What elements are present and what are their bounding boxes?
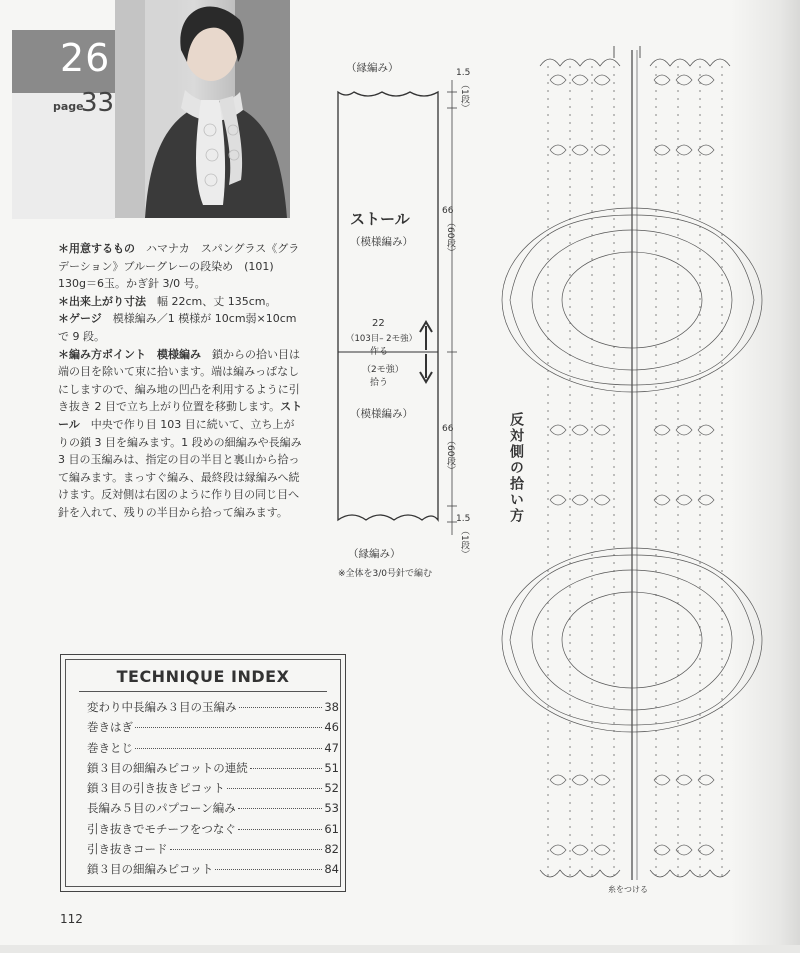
leader-dots xyxy=(215,869,322,870)
technique-page: 46 xyxy=(324,720,339,735)
technique-index-item xyxy=(87,719,339,739)
technique-name: 鎖３目の細編みピコット xyxy=(87,862,214,877)
technique-name: 引き抜きコード xyxy=(87,842,168,857)
technique-page: 82 xyxy=(324,842,339,857)
technique-name: 変わり中長編み３目の玉編み xyxy=(87,700,237,714)
size-text: 幅 22cm、丈 135cm。 xyxy=(157,294,277,308)
leader-dots xyxy=(170,849,323,850)
width-label: 22 xyxy=(372,318,385,329)
technique-index-item xyxy=(87,821,339,841)
edge-cm-top: 1.5 xyxy=(456,68,471,78)
technique-index-item xyxy=(87,800,339,820)
technique-index-rule xyxy=(79,691,327,692)
leader-dots xyxy=(250,768,323,769)
technique-index-item xyxy=(87,740,339,760)
technique-name: 巻きはぎ xyxy=(87,720,133,735)
points-label: ＊編み方ポイント 模様編み xyxy=(58,347,201,361)
pattern-top-label: （模様編み） xyxy=(350,236,413,248)
leader-dots xyxy=(238,808,323,809)
technique-index-list xyxy=(87,699,339,882)
technique-name: 引き抜きでモチーフをつなぐ xyxy=(87,821,236,836)
technique-page: 51 xyxy=(324,760,339,775)
body-cm-top: 66 xyxy=(442,206,454,216)
make-label: 作る xyxy=(370,347,389,357)
edge-cm-bottom: 1.5 xyxy=(456,514,471,524)
edging-top-label: （縁編み） xyxy=(346,62,399,74)
technique-index-item xyxy=(87,699,339,719)
leader-dots xyxy=(227,788,323,789)
page-folio: 112 xyxy=(60,912,83,926)
technique-page: 61 xyxy=(324,821,339,836)
technique-index-box xyxy=(60,654,346,892)
technique-index-item xyxy=(87,760,339,780)
technique-page: 38 xyxy=(324,700,339,714)
stole-title: ストール xyxy=(350,210,410,228)
gauge-text: 模様編み／1 模様が 10cm弱×10cm で 9 段。 xyxy=(58,312,297,343)
pickup-action-label: 拾う xyxy=(370,378,389,388)
leader-dots xyxy=(135,727,322,728)
attach-yarn-label: 糸をつける xyxy=(608,885,648,894)
edging-bottom-label: （縁編み） xyxy=(348,548,401,560)
page-ref-label: page xyxy=(53,100,84,113)
technique-page: 47 xyxy=(324,740,339,755)
pattern-bottom-label: （模様編み） xyxy=(350,408,413,420)
materials-label: ＊用意するもの xyxy=(58,242,135,255)
technique-index-item xyxy=(87,780,339,800)
pickup-count-label: （2モ強） xyxy=(362,365,404,375)
technique-name: 長編み５目のパプコーン編み xyxy=(87,801,236,816)
project-number: 26 xyxy=(60,36,111,80)
body-cm-bottom: 66 xyxy=(442,424,454,434)
body-rows-bottom: （60段） xyxy=(445,436,455,475)
technique-index-title: TECHNIQUE INDEX xyxy=(116,667,290,686)
edge-rows-bottom: （1段） xyxy=(459,526,469,559)
size-label: ＊出来上がり寸法 xyxy=(58,294,146,308)
page-bottom-edge xyxy=(0,945,800,953)
leader-dots xyxy=(238,829,322,830)
materials-text: ハマナカ スパングラス《グラデーション》ブルーグレーの段染め (101) 130g＝6玉。かぎ針 3/0 号。 xyxy=(58,242,300,291)
leader-dots xyxy=(135,748,322,749)
points-stole-label: ストール xyxy=(58,400,303,431)
technique-name: 鎖３目の引き抜きピコット xyxy=(87,781,225,796)
technique-page: 52 xyxy=(324,781,339,796)
opposite-side-label: 反対側の拾い方 xyxy=(508,412,524,524)
technique-page: 84 xyxy=(324,862,339,877)
page-ref-number: 33 xyxy=(81,88,115,118)
technique-page: 53 xyxy=(324,801,339,816)
technique-name: 鎖３目の細編みピコットの連続 xyxy=(87,760,248,775)
points-text-b: 中央で作り目 103 目に続いて、立ち上がりの鎖 3 目を編みます。1 段めの細編みや長編み 3 目の玉編みは、指定の目の半目と裏山から拾って編みます。まっすぐ編み、最終段は縁編みへ続けます。反対側は右図のように作り目の同じ目へ針を入れて、残りの半目から拾って編みます。 xyxy=(58,417,302,519)
technique-name: 巻きとじ xyxy=(87,740,133,755)
needle-note: ※全体を3/0号針で編む xyxy=(338,569,433,579)
body-rows-top: （60段） xyxy=(445,218,455,257)
chain-count-label: （103目– 2モ強） xyxy=(346,334,418,344)
leader-dots xyxy=(239,707,323,708)
points-text-a: 鎖からの拾い目は端の目を除いて束に拾います。端は編みっぱなしにしますので、編み地の凹凸を利用するように引き抜き 2 目で立ち上がり位置を移動します。 xyxy=(58,347,300,414)
chart-symbols xyxy=(502,50,762,880)
edge-rows-top: （1段） xyxy=(459,80,469,113)
gauge-label: ＊ゲージ xyxy=(58,312,102,326)
technique-index-item xyxy=(87,841,339,861)
technique-index-item xyxy=(87,861,339,881)
